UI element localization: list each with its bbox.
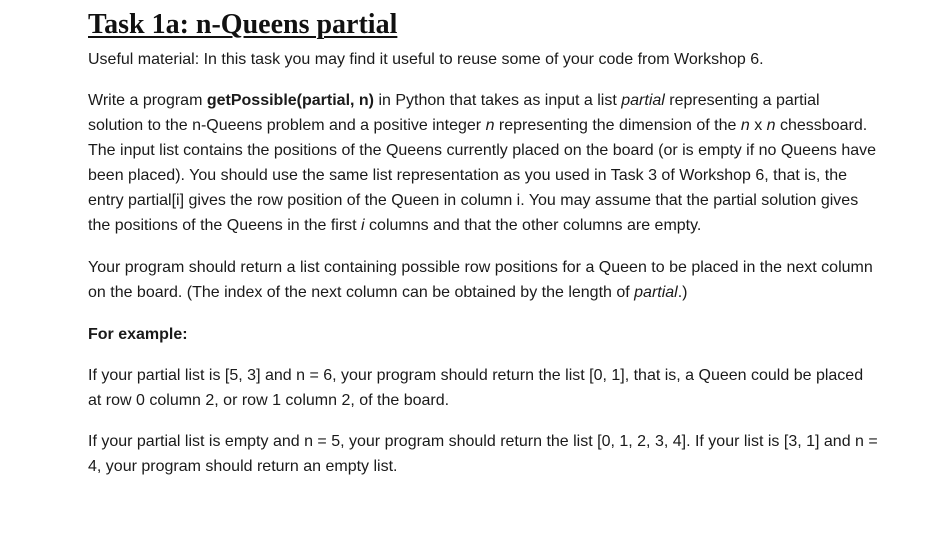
italic-n: n — [485, 117, 495, 134]
italic-i: i — [361, 217, 365, 234]
example-heading: For example: — [88, 326, 188, 343]
text-run: Write a program — [88, 92, 207, 109]
italic-n: n — [740, 117, 750, 134]
function-signature: getPossible(partial, n) — [206, 92, 374, 109]
text-run: .) — [677, 284, 688, 301]
useful-material-paragraph: Useful material: In this task you may find it useful to reuse some of your code from Workshop 6. — [88, 51, 764, 68]
example-one-paragraph: If your partial list is [5, 3] and n = 6, your program should return the list [0, 1], that is, a Queen could be placed at row 0 column 2, or row 1 column 2, of the board. — [88, 367, 864, 409]
text-run: columns and that the other columns are empty. — [364, 217, 702, 234]
text-run: representing a partial solution to the n-Queens problem and a positive integer — [88, 92, 820, 134]
italic-partial: partial — [621, 92, 665, 109]
text-run: in Python that takes as input a list — [374, 92, 622, 109]
example-two-paragraph: If your partial list is empty and n = 5, your program should return the list [0, 1, 2, 3, 4]. If your list is [3, 1] and n = 4, your program should return an empty list. — [88, 433, 878, 475]
text-run: chessboard. The input list contains the positions of the Queens currently placed on the board (or is empty if no Queens have been placed). You should use the same list representation as you used in Task 3 of Workshop 6, that is, the entry partial[i] gives the row position of the Queen in column i. You may assume that the partial solution gives the positions of the Queens in the first — [88, 117, 877, 234]
text-run: Your program should return a list containing possible row positions for a Queen to be placed in the next column on the board. (The index of the next column can be obtained by the length of — [88, 259, 873, 301]
task-description-paragraph — [88, 88, 878, 238]
text-run: representing the dimension of the — [494, 117, 741, 134]
italic-n: n — [766, 117, 776, 134]
italic-partial: partial — [634, 284, 678, 301]
text-run: x — [749, 117, 767, 134]
document-page — [88, 8, 878, 479]
page-title: Task 1a: n-Queens partial — [88, 9, 398, 40]
return-description-paragraph — [88, 255, 878, 305]
